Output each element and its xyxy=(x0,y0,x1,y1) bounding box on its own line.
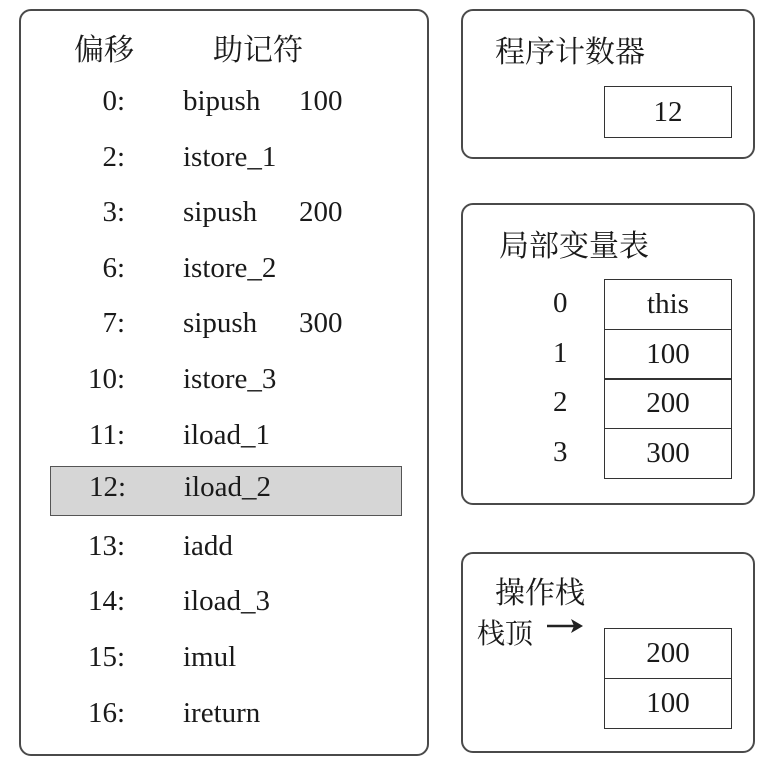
instruction-mnemonic: imul xyxy=(183,641,237,673)
instruction-mnemonic: ireturn xyxy=(183,696,261,729)
instruction-row xyxy=(21,526,427,572)
local-variable-slot: 100 xyxy=(604,329,732,380)
instruction-offset: 7: xyxy=(102,307,125,340)
program-counter-panel xyxy=(461,9,755,159)
instruction-offset: 2: xyxy=(102,140,125,173)
instruction-offset: 3: xyxy=(102,196,125,229)
instruction-offset: 10: xyxy=(87,363,125,395)
instruction-mnemonic: istore_1 xyxy=(183,140,277,173)
operand-stack-entry: 200 xyxy=(604,628,732,679)
instruction-mnemonic: istore_2 xyxy=(183,251,277,284)
program-counter-title: 程序计数器 xyxy=(495,36,645,69)
local-variable-table-title: 局部变量表 xyxy=(499,230,649,263)
local-variable-slot: 200 xyxy=(604,378,732,429)
local-variable-index: 0 xyxy=(553,287,568,319)
instruction-row xyxy=(21,415,427,461)
instruction-mnemonic: istore_3 xyxy=(183,363,277,395)
local-variable-index: 1 xyxy=(553,336,568,369)
instruction-offset: 11: xyxy=(89,418,125,451)
instruction-offset: 16: xyxy=(87,696,125,729)
current-instruction-row xyxy=(50,466,402,516)
instruction-offset: 12: xyxy=(88,471,126,504)
local-variable-index: 2 xyxy=(553,386,568,418)
instruction-row xyxy=(21,359,427,405)
operand-stack-entry: 100 xyxy=(604,678,732,729)
instruction-offset: 15: xyxy=(87,641,125,673)
instruction-offset: 6: xyxy=(102,251,125,284)
operand-stack-title: 操作栈 xyxy=(495,577,585,610)
instruction-offset: 0: xyxy=(102,85,125,117)
instruction-mnemonic: sipush xyxy=(183,307,258,340)
local-variable-slot: 300 xyxy=(604,428,732,479)
instruction-mnemonic: iload_2 xyxy=(184,471,271,504)
instruction-row xyxy=(21,581,427,627)
instruction-mnemonic: sipush xyxy=(183,196,258,229)
instruction-operand: 200 xyxy=(299,196,343,229)
instruction-row xyxy=(21,303,427,349)
instruction-mnemonic: bipush xyxy=(183,85,261,117)
right-arrow-icon xyxy=(545,614,585,638)
local-variable-table-panel xyxy=(461,203,755,505)
local-variable-table xyxy=(604,279,732,479)
program-counter-value: 12 xyxy=(604,86,732,138)
local-variable-index: 3 xyxy=(553,435,568,468)
instruction-operand: 100 xyxy=(299,85,343,117)
instruction-row xyxy=(21,192,427,238)
instruction-offset: 13: xyxy=(87,529,125,562)
instruction-row xyxy=(21,637,427,683)
offset-column-header: 偏移 xyxy=(74,34,134,67)
instruction-mnemonic: iload_1 xyxy=(183,418,270,451)
instruction-row xyxy=(21,81,427,127)
stack-top-label: 栈顶 xyxy=(477,619,534,650)
instruction-mnemonic: iload_3 xyxy=(183,585,270,618)
instruction-row xyxy=(21,248,427,294)
instruction-operand: 300 xyxy=(299,307,343,340)
instruction-row xyxy=(21,693,427,739)
mnemonic-column-header: 助记符 xyxy=(213,34,303,67)
operand-stack-panel xyxy=(461,552,755,753)
bytecode-panel xyxy=(19,9,429,756)
operand-stack-table xyxy=(604,628,732,729)
instruction-mnemonic: iadd xyxy=(183,529,233,562)
local-variable-slot: this xyxy=(604,279,732,330)
instruction-offset: 14: xyxy=(87,585,125,618)
instruction-row xyxy=(21,137,427,183)
